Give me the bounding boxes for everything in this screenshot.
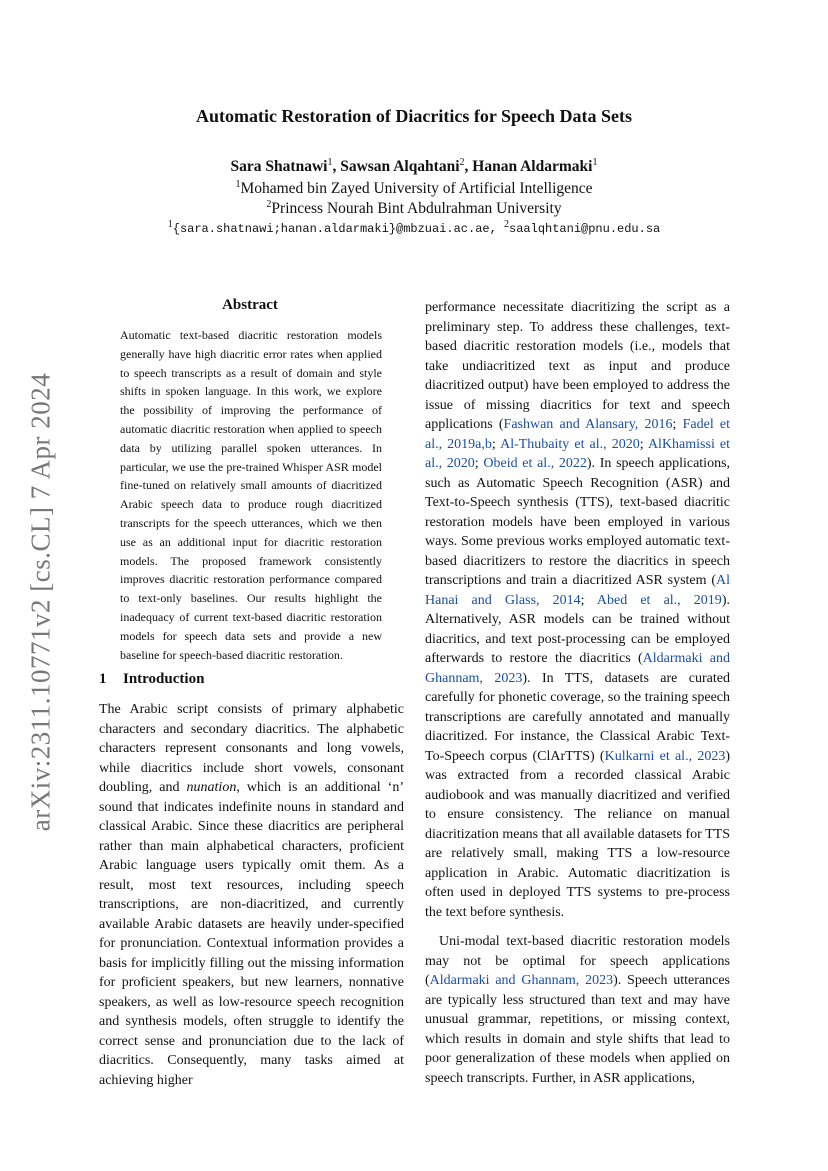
intro-left-column xyxy=(99,700,404,1090)
separator: ; xyxy=(474,456,484,471)
author-name: Sara Shatnawi xyxy=(230,158,328,175)
author-name: Hanan Aldarmaki xyxy=(472,158,593,175)
emphasis: nunation xyxy=(186,780,237,795)
separator: ; xyxy=(580,592,597,608)
citation-link[interactable]: Al Hanai and Glass, 2014 xyxy=(425,573,730,608)
text-run: performance necessitate diacritizing the script as a preliminary step. To address these challenges, text-based diacritic restoration models (i.e., models that take undiacritized text as input and produce diacritized output) have been employed to address the issue of missing diacritics for text and speech applications ( xyxy=(425,300,730,432)
text-run: , which is an additional ‘n’ sound that indicates indefinite nouns in standard and classical Arabic. Since these diacritics are peripheral rather than main alphabetical characters, proficient Arabic language users typically omit them. As a result, most text resources, including speech transcriptions, are non-diacritized, and currently available Arabic datasets are heavily under-specified for pronunciation. Contextual information provides a basis for implicitly filling out the missing information for proficient speakers, but new learners, nonnative speakers, as well as low-resource speech recognition and synthesis models, often struggle to identify the correct sense and pronunciation due to the lack of diacritics. Consequently, many tasks aimed at achieving higher xyxy=(99,780,405,1088)
email-address[interactable]: saalqhtani@pnu.edu.sa xyxy=(509,222,661,236)
section-heading xyxy=(99,671,404,688)
affiliation xyxy=(0,180,828,198)
affiliation xyxy=(0,200,828,218)
author-sup: 1 xyxy=(327,156,333,168)
citation-link[interactable]: Al-Thubaity et al., 2020 xyxy=(500,436,640,452)
citation-link[interactable]: Fashwan and Alansary, 2016 xyxy=(503,417,673,432)
citation-link[interactable]: Aldarmaki and Ghannam, 2023 xyxy=(425,651,730,686)
paragraph xyxy=(99,700,404,1090)
text-run: ). In TTS, datasets are curated carefully for phonetic coverage, so the training speech transcriptions are carefully annotated and manually diacritized. For instance, the Classical Arabic Text-To-Speech corpus (ClArTTS) ( xyxy=(425,670,731,764)
separator: ; xyxy=(672,417,683,432)
abstract-body xyxy=(120,326,382,664)
email-sup: 1 xyxy=(167,219,173,230)
affiliation-name: Mohamed bin Zayed University of Artificial Intelligence xyxy=(240,180,593,197)
email-sup: 2 xyxy=(504,219,510,230)
abstract-text: Automatic text-based diacritic restoration models generally have high diacritic error rates when applied to speech transcripts as a result of domain and style shifts in spoken language. In this work, we explore the possibility of improving the performance of automatic diacritic restoration when applied to speech data by utilizing parallel spoken utterances. In particular, we use the pre-trained Whisper ASR model fine-tuned on relatively small amounts of diacritized Arabic speech data to produce rough diacritized transcripts for the speech utterances, which we then use as an additional input for diacritic restoration models. The proposed framework consistently improves diacritic restoration performance compared to text-only baselines. Our results highlight the inadequacy of current text-based diacritic restoration models for speech data sets and provide a new baseline for speech-based diacritic restoration. xyxy=(120,328,382,662)
citation-link[interactable]: Abed et al., 2019 xyxy=(596,592,722,608)
intro-right-column xyxy=(425,298,730,1088)
paper-title: Automatic Restoration of Diacritics for Speech Data Sets xyxy=(195,106,633,126)
citation-link[interactable]: AlKhamissi et al., 2020 xyxy=(425,436,731,471)
section-number: 1 xyxy=(99,671,107,687)
text-run: ). Alternatively, ASR models can be trained without diacritics, and text post-processing can be employed afterwards to restore the diacritics ( xyxy=(425,592,730,666)
abstract-heading: Abstract xyxy=(222,297,278,313)
affiliation-sup: 2 xyxy=(266,198,272,210)
citation-link[interactable]: Aldarmaki and Ghannam, 2023 xyxy=(429,973,614,988)
citation-link[interactable]: Kulkarni et al., 2023 xyxy=(604,748,726,764)
affiliation-sup: 1 xyxy=(235,178,241,190)
affiliation-name: Princess Nourah Bint Abdulrahman University xyxy=(271,200,562,217)
paragraph xyxy=(425,932,730,1088)
paragraph xyxy=(425,298,730,922)
citation-link[interactable]: Obeid et al., 2022 xyxy=(483,456,587,471)
text-run: Uni-modal text-based diacritic restoration models may not be optimal for speech applications ( xyxy=(425,934,730,988)
arxiv-id-text: arXiv:2311.10771v2 [cs.CL] 7 Apr 2024 xyxy=(25,372,56,832)
author-list: Sara Shatnawi$^1$, Sawsan Alqahtani$^2$, Hanan Aldarmaki$^1$ xyxy=(230,156,598,175)
author-sup: 1 xyxy=(592,156,598,168)
text-run: ). Speech utterances are typically less structured than text and may have unusual grammar, repetitions, or missing context, which results in domain and style shifts that lead to poor generalization of these models when applied on speech transcripts. Further, in ASR applications, xyxy=(425,973,731,1086)
email-address[interactable]: {sara.shatnawi;hanan.aldarmaki}@mbzuai.ac.ae, xyxy=(172,222,497,236)
text-run: ). In speech applications, such as Automatic Speech Recognition (ASR) and Text-to-Speech synthesis (TTS), text-based diacritic restoration models have been employed in various ways. Some previous works employed automatic text-based diacritizers to restore the diacritics in speech transcriptions and train a diacritized ASR system ( xyxy=(425,456,731,588)
author-sup: 2 xyxy=(459,156,465,168)
author-name: Sawsan Alqahtani xyxy=(340,158,460,175)
text-run: ) was extracted from a recorded classical Arabic audiobook and was manually diacritized and verified to ensure consistency. The reliance on manual diacritization means that all available datasets for TTS are relatively small, making TTS a low-resource application in Arabic. Automatic diacritization is often used in deployed TTS systems to pre-process the text before synthesis. xyxy=(425,748,730,920)
separator: ; xyxy=(491,436,501,452)
separator: ; xyxy=(639,436,648,452)
text-run: The Arabic script consists of primary alphabetic characters and secondary diacritics. The alphabetic characters represent consonants and long vowels, while diacritics include short vowels, consonant doubling, and xyxy=(99,702,404,795)
citation-link[interactable]: Fadel et al., 2019a,b xyxy=(425,417,731,452)
email-line xyxy=(0,219,828,236)
section-title: Introduction xyxy=(123,671,205,687)
arxiv-identifier xyxy=(21,372,61,832)
